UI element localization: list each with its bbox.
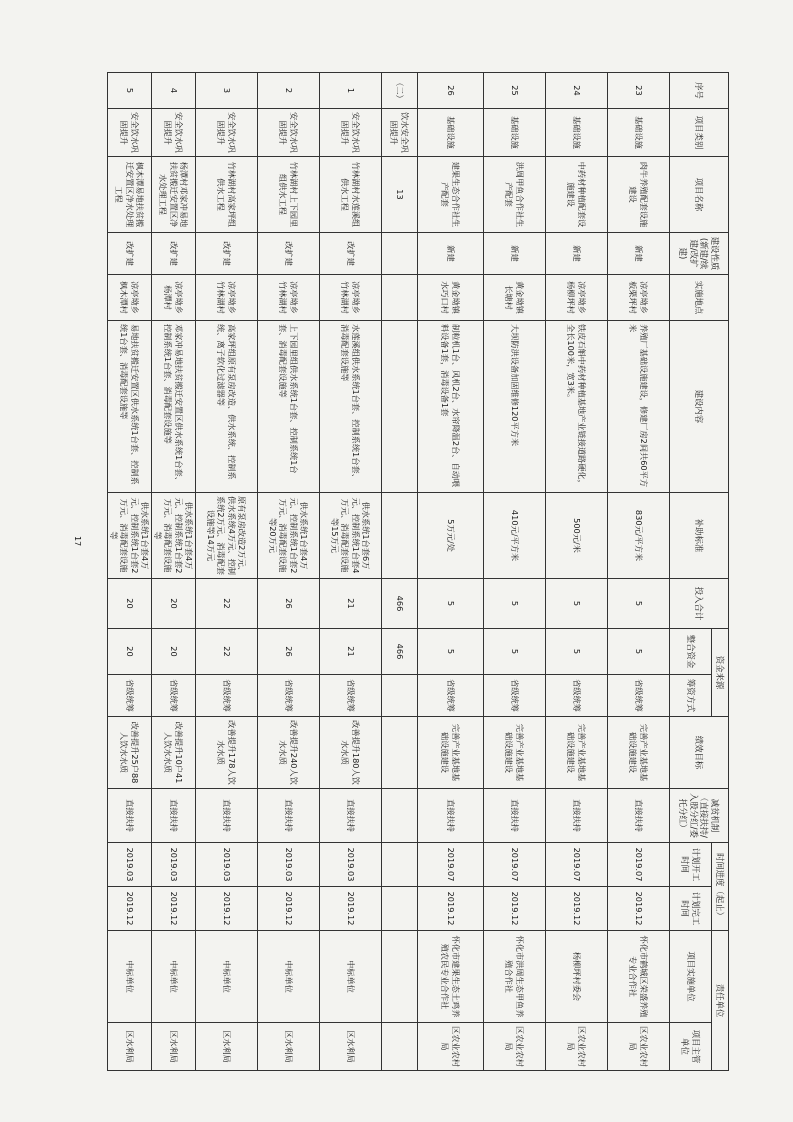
row-name: 竹林湖村上下园里组供水工程 (258, 157, 320, 233)
row-nature: 改扩建 (320, 233, 382, 275)
table-row (196, 73, 258, 1071)
row-category: 基础设施 (608, 109, 670, 157)
row-unit: 中标单位 (258, 931, 320, 1023)
row-category: 饮水安全巩固提升 (382, 109, 418, 157)
row-amount: 26 (258, 629, 320, 675)
row-method: 省级统筹 (418, 675, 484, 717)
row-seq: 3 (196, 73, 258, 109)
header-fund-method: 筹资方式 (670, 675, 712, 717)
row-unit: 中标单位 (108, 931, 152, 1023)
row-nature: 新建 (546, 233, 608, 275)
row-subsidy: 供水系统1台套4万元、控制系统1台套2万元、消毒配套设施等 (152, 493, 196, 579)
row-goal: 改善提升180人饮水水质 (320, 717, 382, 789)
header-dept: 项目主管单位 (670, 1023, 712, 1071)
row-category: 基础设施 (546, 109, 608, 157)
row-start: 2019.07 (418, 843, 484, 887)
row-total: 20 (152, 579, 196, 629)
row-amount: 5 (484, 629, 546, 675)
row-dept (382, 1023, 418, 1071)
row-mechanism: 直接扶持 (258, 789, 320, 843)
row-location: 凉亭坳乡枫木潭村 (108, 275, 152, 321)
row-amount: 5 (608, 629, 670, 675)
row-dept: 区农业农村局 (546, 1023, 608, 1071)
row-seq: 1 (320, 73, 382, 109)
row-subsidy: 5万元/处 (418, 493, 484, 579)
header-total: 投入合计 (670, 579, 729, 629)
row-end: 2019.12 (484, 887, 546, 931)
row-name: 中药材种植配套设施建设 (546, 157, 608, 233)
header-location: 实施地点 (670, 275, 729, 321)
row-start: 2019.03 (108, 843, 152, 887)
row-content: 水莲溪组供水系统1台套、控制系统1台套、消毒配套设施等 (320, 321, 382, 493)
row-subsidy: 830元/平方米 (608, 493, 670, 579)
row-amount: 20 (108, 629, 152, 675)
row-mechanism: 直接扶持 (484, 789, 546, 843)
row-total: 5 (608, 579, 670, 629)
row-method: 省级统筹 (320, 675, 382, 717)
row-end: 2019.12 (608, 887, 670, 931)
row-method: 省级统筹 (608, 675, 670, 717)
row-total: 5 (484, 579, 546, 629)
row-category: 安全饮水巩固提升 (152, 109, 196, 157)
row-end: 2019.12 (152, 887, 196, 931)
header-goal: 绩效目标 (670, 717, 729, 789)
header-end: 计划完工时间 (670, 887, 712, 931)
header-impl-unit: 项目实施单位 (670, 931, 712, 1023)
row-nature: 新建 (608, 233, 670, 275)
row-subsidy (382, 493, 418, 579)
row-subsidy: 500元/米 (546, 493, 608, 579)
row-content: 养殖厂基础设施建设，修建厂房2间共60平方米 (608, 321, 670, 493)
row-amount: 466 (382, 629, 418, 675)
header-name: 项目名称 (670, 157, 729, 233)
row-name: 枫木潭易地扶贫搬迁安置区净水处理工程 (108, 157, 152, 233)
row-end: 2019.12 (196, 887, 258, 931)
row-unit: 杨柳坪村委会 (546, 931, 608, 1023)
row-goal: 改善提升10户41人饮水水质 (152, 717, 196, 789)
row-end: 2019.12 (258, 887, 320, 931)
row-method: 省级统筹 (108, 675, 152, 717)
row-unit: 怀化市建果生态土鸡养殖农民专业合作社 (418, 931, 484, 1023)
table-row (484, 73, 546, 1071)
row-content (382, 321, 418, 493)
row-dept: 区水利局 (196, 1023, 258, 1071)
row-seq: 25 (484, 73, 546, 109)
row-method: 省级统筹 (152, 675, 196, 717)
row-unit (382, 931, 418, 1023)
row-seq: 26 (418, 73, 484, 109)
row-content: 大坝防洪设备加固维修120平方米 (484, 321, 546, 493)
row-category: 安全饮水巩固提升 (320, 109, 382, 157)
row-method: 省级统筹 (196, 675, 258, 717)
row-seq: 24 (546, 73, 608, 109)
row-name: 杨潭村邓家冲易地扶贫搬迁安置区净水处理工程 (152, 157, 196, 233)
row-category: 基础设施 (484, 109, 546, 157)
row-subsidy: 410元/平方米 (484, 493, 546, 579)
row-total: 5 (546, 579, 608, 629)
row-location (382, 275, 418, 321)
row-unit: 中标单位 (152, 931, 196, 1023)
row-name: 13 (382, 157, 418, 233)
header-fund-source: 资金来源 (712, 629, 729, 717)
row-goal: 改善提升178人饮水水质 (196, 717, 258, 789)
row-amount: 22 (196, 629, 258, 675)
row-goal (382, 717, 418, 789)
row-total: 20 (108, 579, 152, 629)
row-dept: 区农业农村局 (608, 1023, 670, 1071)
row-nature (382, 233, 418, 275)
table-row (320, 73, 382, 1071)
row-nature: 新建 (418, 233, 484, 275)
row-unit: 中标单位 (196, 931, 258, 1023)
row-start: 2019.07 (546, 843, 608, 887)
row-mechanism (382, 789, 418, 843)
row-name: 洪周甲鱼合作社生产配套 (484, 157, 546, 233)
table-row (108, 73, 152, 1071)
row-seq: 23 (608, 73, 670, 109)
row-amount: 20 (152, 629, 196, 675)
row-goal: 改善提升25户88人饮水水质 (108, 717, 152, 789)
row-mechanism: 直接扶持 (108, 789, 152, 843)
row-goal: 完善产业基地基础设施建设 (546, 717, 608, 789)
page-number: 17 (73, 536, 82, 547)
row-dept: 区水利局 (320, 1023, 382, 1071)
row-subsidy: 供水系统1台套4万元、控制系统1台套2万元、消毒配套设施等 (108, 493, 152, 579)
row-goal: 完善产业基地基础设施建设 (418, 717, 484, 789)
row-start (382, 843, 418, 887)
row-content: 上下园里组供水系统1台套、控制系统1台套、消毒配套设施等 (258, 321, 320, 493)
row-location: 黄金坳镇长塘村 (484, 275, 546, 321)
row-seq: 5 (108, 73, 152, 109)
row-subsidy: 供水系统1台套4万元、控制系统1台套2万元、消毒配套设施等20万元 (258, 493, 320, 579)
row-nature: 改扩建 (152, 233, 196, 275)
row-method: 省级统筹 (484, 675, 546, 717)
row-dept: 区农业农村局 (484, 1023, 546, 1071)
row-goal: 改善提升240人饮水水质 (258, 717, 320, 789)
row-amount: 5 (546, 629, 608, 675)
row-location: 凉亭坳乡杨柳坪村 (546, 275, 608, 321)
row-total: 26 (258, 579, 320, 629)
row-start: 2019.07 (608, 843, 670, 887)
row-subsidy: 供水系统1台套6万元、控制系统1台套4万元、消毒配套设施等15万元 (320, 493, 382, 579)
row-amount: 21 (320, 629, 382, 675)
row-location: 凉亭坳乡竹林湖村 (320, 275, 382, 321)
table-row (258, 73, 320, 1071)
row-start: 2019.03 (258, 843, 320, 887)
header-content: 建设内容 (670, 321, 729, 493)
row-mechanism: 直接扶持 (418, 789, 484, 843)
row-total: 22 (196, 579, 258, 629)
row-mechanism: 直接扶持 (152, 789, 196, 843)
row-location: 凉亭坳乡竹林湖村 (196, 275, 258, 321)
section-row (382, 73, 418, 1071)
row-seq: 4 (152, 73, 196, 109)
row-nature: 改扩建 (196, 233, 258, 275)
row-end (382, 887, 418, 931)
header-mechanism: 减贫机制（直接扶持/入股分红/委托分红） (670, 789, 729, 843)
row-end: 2019.12 (320, 887, 382, 931)
row-nature: 改扩建 (108, 233, 152, 275)
row-location: 凉亭坳乡竹林湖村 (258, 275, 320, 321)
row-goal: 完善产业基地基础设施建设 (608, 717, 670, 789)
row-method: 省级统筹 (546, 675, 608, 717)
row-seq: （二） (382, 73, 418, 109)
header-responsible: 责任单位 (712, 931, 729, 1071)
row-name: 肉牛养殖配套设施建设 (608, 157, 670, 233)
row-subsidy: 原有泵房改造2万元、供水系统4万元、控制系统2万元、消毒配套设施等14万元 (196, 493, 258, 579)
row-category: 安全饮水巩固提升 (196, 109, 258, 157)
row-content: 邓家冲易地扶贫搬迁安置区供水系统1台套、控制系统1台套、消毒配套设施等 (152, 321, 196, 493)
row-amount: 5 (418, 629, 484, 675)
header-start: 计划开工时间 (670, 843, 712, 887)
row-nature: 新建 (484, 233, 546, 275)
row-location: 黄金坳镇水巧口村 (418, 275, 484, 321)
row-unit: 中标单位 (320, 931, 382, 1023)
row-method: 省级统筹 (258, 675, 320, 717)
row-category: 安全饮水巩固提升 (108, 109, 152, 157)
row-content: 高家坪组原有泵房改造、供水系统、控制系统、离子软化过滤器等 (196, 321, 258, 493)
project-table (107, 72, 729, 1071)
row-nature: 改扩建 (258, 233, 320, 275)
table-row (152, 73, 196, 1071)
row-start: 2019.07 (484, 843, 546, 887)
table-row (546, 73, 608, 1071)
table-row (608, 73, 670, 1071)
row-unit: 怀化市鹤城区荣盛养殖专业合作社 (608, 931, 670, 1023)
row-end: 2019.12 (108, 887, 152, 931)
row-end: 2019.12 (418, 887, 484, 931)
row-name: 竹林湖村高家坪组供水工程 (196, 157, 258, 233)
row-seq: 2 (258, 73, 320, 109)
row-name: 建果生态合作社生产配套 (418, 157, 484, 233)
row-unit: 怀化市洪周生态甲鱼养殖合作社 (484, 931, 546, 1023)
row-location: 凉亭坳乡杨潭村 (152, 275, 196, 321)
header-subsidy: 补助标准 (670, 493, 729, 579)
row-content: 铁皮石斛中药材种植基地产业链接道路硬化，全长100米，宽3米。 (546, 321, 608, 493)
row-name: 竹林湖村水莲溪组供水工程 (320, 157, 382, 233)
row-end: 2019.12 (546, 887, 608, 931)
header-seq: 序号 (670, 73, 729, 109)
header-fund-amount: 整合资金 (670, 629, 712, 675)
row-start: 2019.03 (320, 843, 382, 887)
row-start: 2019.03 (196, 843, 258, 887)
row-category: 基础设施 (418, 109, 484, 157)
row-mechanism: 直接扶持 (608, 789, 670, 843)
row-category: 安全饮水巩固提升 (258, 109, 320, 157)
row-dept: 区农业农村局 (418, 1023, 484, 1071)
row-location: 凉亭坳乡板栗坪村 (608, 275, 670, 321)
header-category: 项目类别 (670, 109, 729, 157)
row-mechanism: 直接扶持 (196, 789, 258, 843)
row-content: 易地扶贫搬迁安置区供水系统1台套、控制系统1台套、消毒配套设施等 (108, 321, 152, 493)
row-dept: 区水利局 (108, 1023, 152, 1071)
row-method (382, 675, 418, 717)
row-mechanism: 直接扶持 (320, 789, 382, 843)
header-schedule: 时间进度（起止） (712, 843, 729, 931)
table-row (418, 73, 484, 1071)
row-dept: 区水利局 (258, 1023, 320, 1071)
row-mechanism: 直接扶持 (546, 789, 608, 843)
row-total: 5 (418, 579, 484, 629)
row-goal: 完善产业基地基础设施建设 (484, 717, 546, 789)
row-start: 2019.03 (152, 843, 196, 887)
row-total: 466 (382, 579, 418, 629)
row-total: 21 (320, 579, 382, 629)
row-content: 制粒机1台、风机2台、水帘降温2台、自动喂料设备1套，消毒设备1套 (418, 321, 484, 493)
header-nature: 建设性质(新建/续建/改扩建) (670, 233, 729, 275)
row-dept: 区水利局 (152, 1023, 196, 1071)
